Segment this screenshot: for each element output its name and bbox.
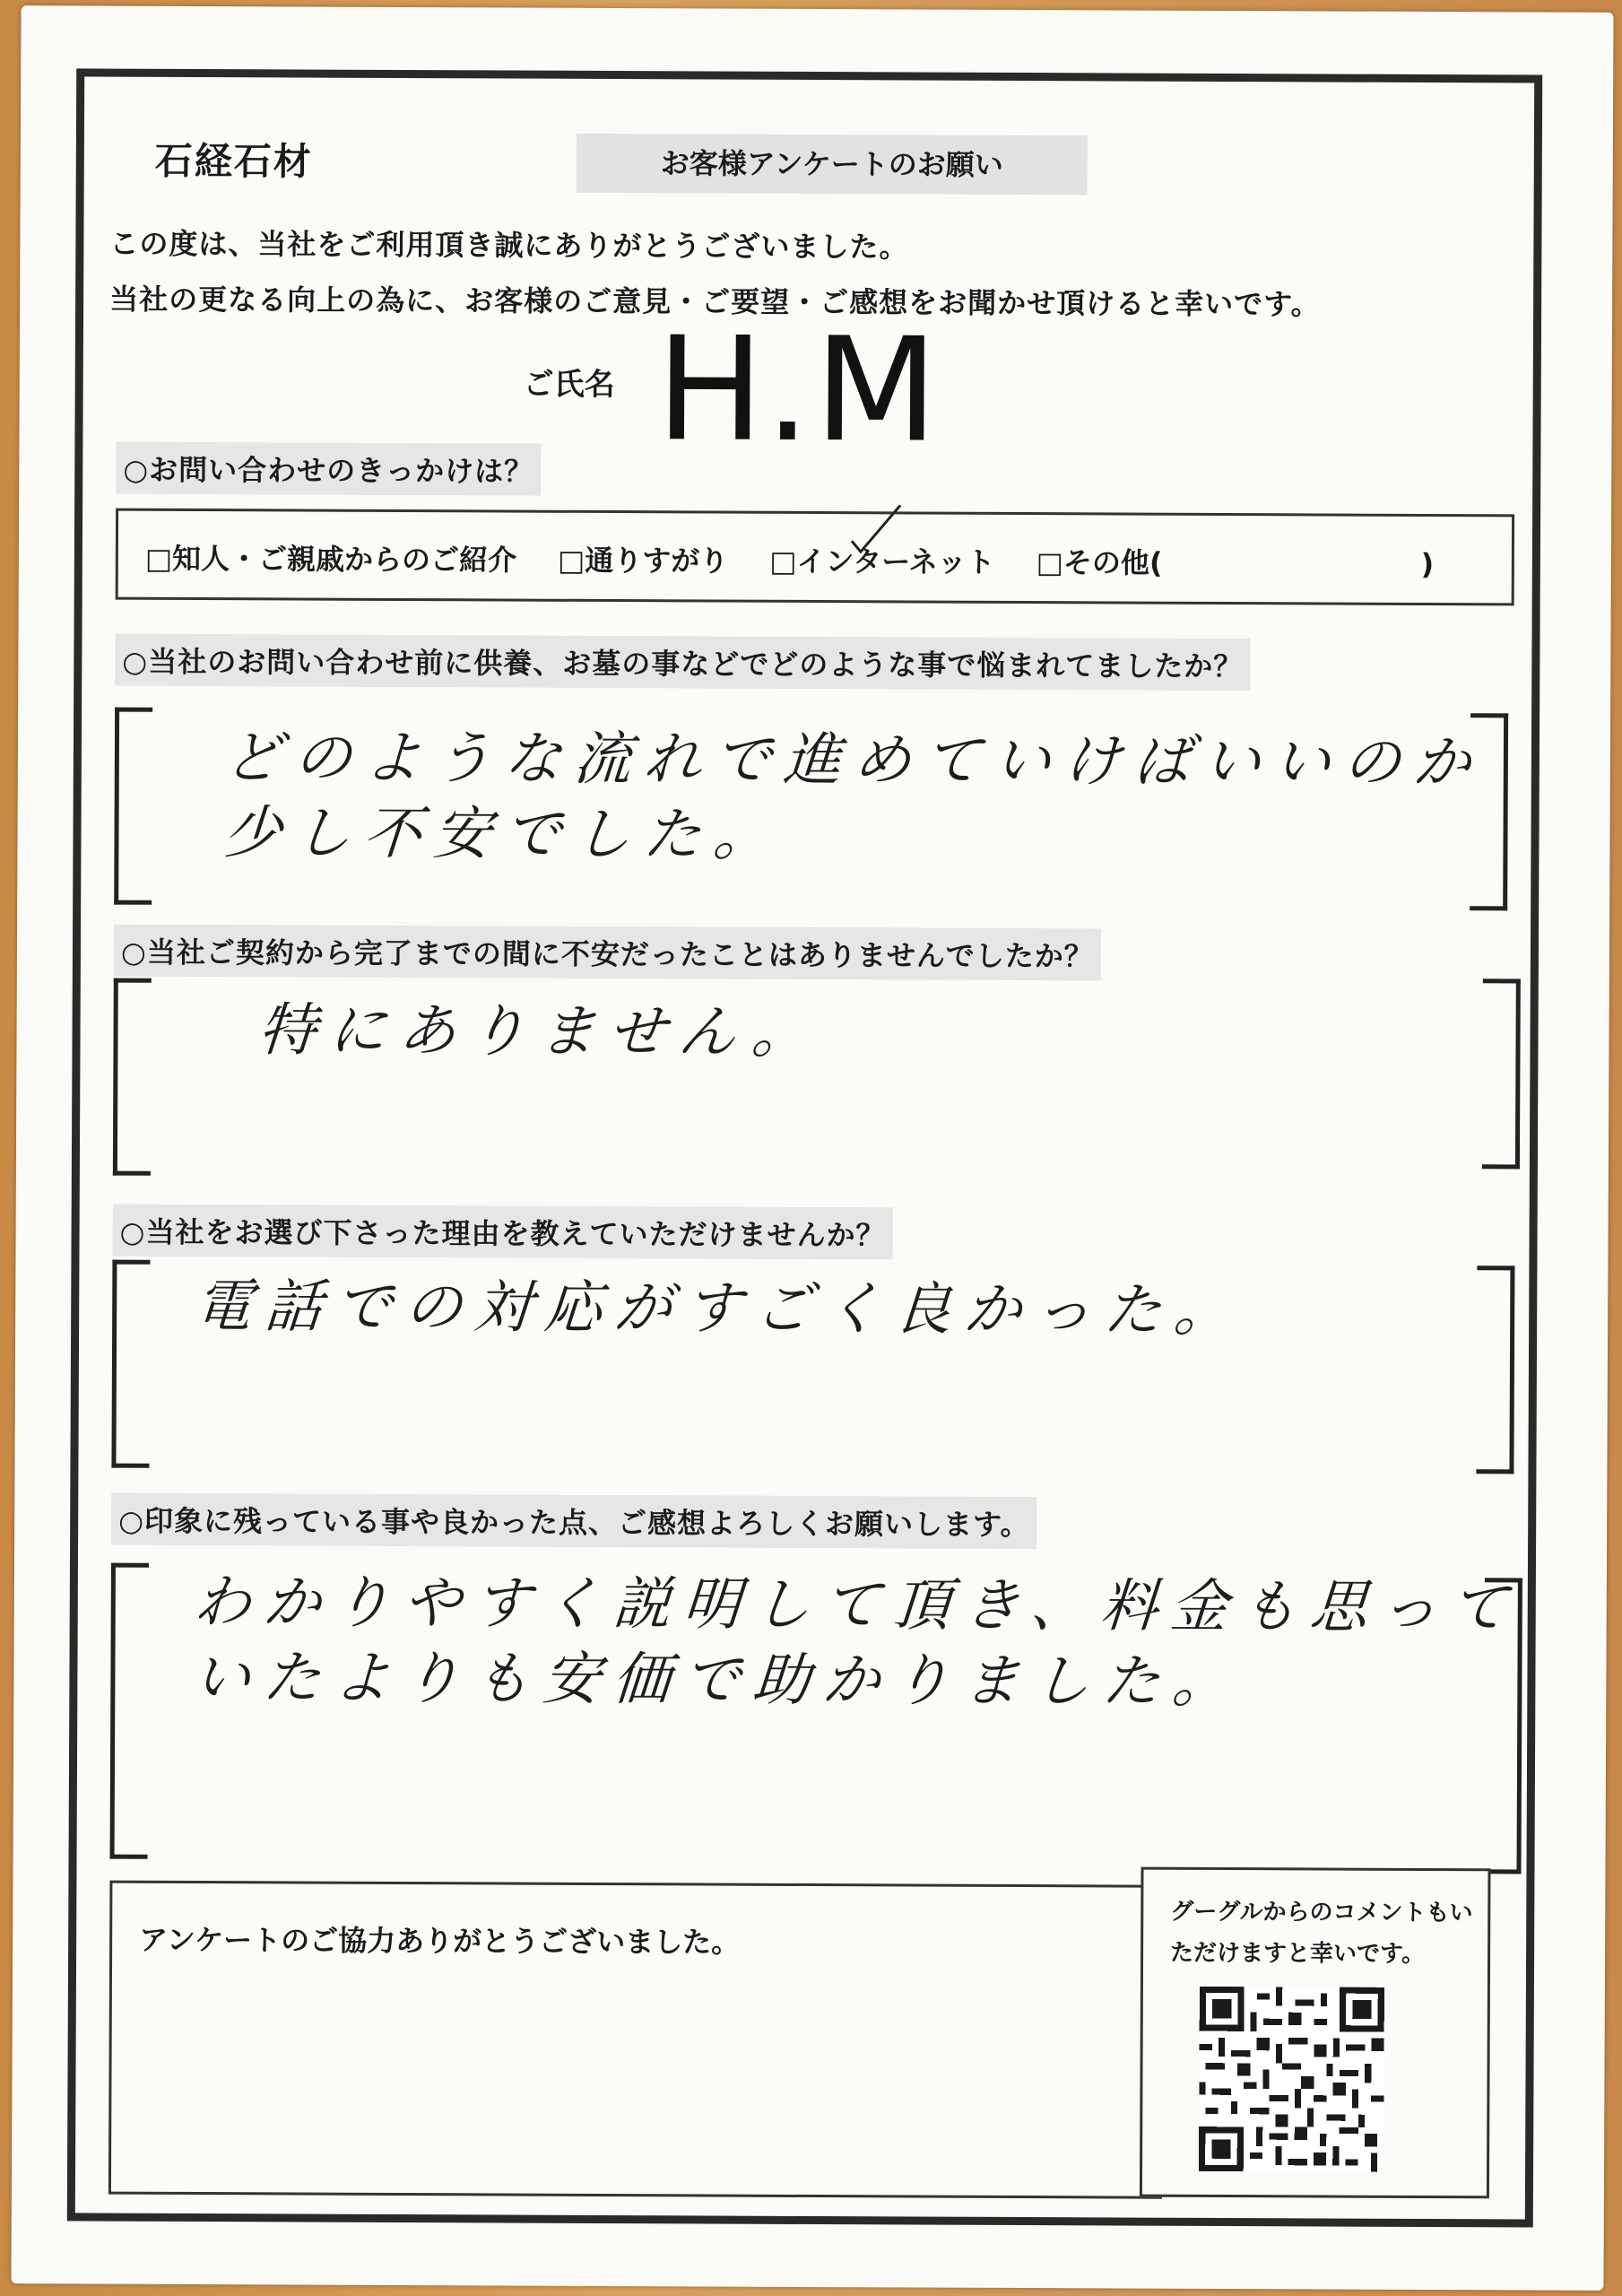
answer-5-line-2: いたよりも安価で助かりました。 <box>190 1645 1245 1717</box>
intro-line-1: この度は、当社をご利用頂き誠にありがとうございました。 <box>109 226 909 265</box>
option-referral[interactable]: □知人・ご親戚からのご紹介 <box>144 541 517 578</box>
google-review-note: グーグルからのコメントもいただけますと幸いです。 <box>1170 1898 1473 1968</box>
intro-line-2: 当社の更なる向上の為に、お客様のご意見・ご要望・ご感想をお聞かせ頂けると幸いです。 <box>109 282 1321 322</box>
survey-sheet <box>11 5 1613 2291</box>
answer-3-bracket-right <box>1482 978 1521 1169</box>
question-3: ○当社ご契約から完了までの間に不安だったことはありませんでしたか？ <box>114 925 1101 981</box>
answer-5-bracket-left <box>110 1563 149 1859</box>
footer-thanks: アンケートのご協力ありがとうございました。 <box>139 1922 741 1960</box>
check-mark-icon <box>845 501 907 564</box>
referral-options <box>145 536 1476 583</box>
answer-4-bracket-right <box>1476 1265 1514 1474</box>
name-value: H.M <box>655 305 942 474</box>
option-internet[interactable]: □インターネット <box>769 544 995 579</box>
referral-options-box <box>116 509 1514 606</box>
qr-code-icon[interactable] <box>1185 1987 1398 2172</box>
answer-2-bracket-left <box>114 708 152 905</box>
answer-2-line-2: 少し不安でした。 <box>221 800 786 869</box>
answer-5-line-1: わかりやすく説明して頂き、料金も思って <box>191 1570 1522 1642</box>
question-1: ○お問い合わせのきっかけは？ <box>116 442 541 496</box>
answer-3-line-1: 特にありません。 <box>256 997 825 1067</box>
footer-thanks-box <box>108 1881 1164 2199</box>
survey-title: お客様アンケートのお願い <box>577 134 1088 195</box>
option-walk-by[interactable]: □通りすがり <box>558 543 729 578</box>
option-other[interactable]: □その他( ) <box>1036 545 1435 582</box>
answer-3-bracket-left <box>113 978 152 1176</box>
answer-4-bracket-left <box>111 1260 150 1468</box>
question-4: ○当社をお選び下さった理由を教えていただけませんか？ <box>112 1205 892 1260</box>
google-review-panel <box>1140 1867 1491 2199</box>
company-name: 石経石材 <box>154 138 313 184</box>
question-5: ○印象に残っている事や良かった点、ご感想よろしくお願いします。 <box>111 1493 1037 1550</box>
answer-2-line-1: どのような流れで進めていけばいいのか <box>221 725 1486 797</box>
name-label: ご氏名 <box>523 366 615 404</box>
answer-4-line-1: 電話での対応がすごく良かった。 <box>192 1274 1246 1345</box>
question-2: ○当社のお問い合わせ前に供養、お墓の事などでどのような事で悩まれてましたか？ <box>115 634 1250 691</box>
